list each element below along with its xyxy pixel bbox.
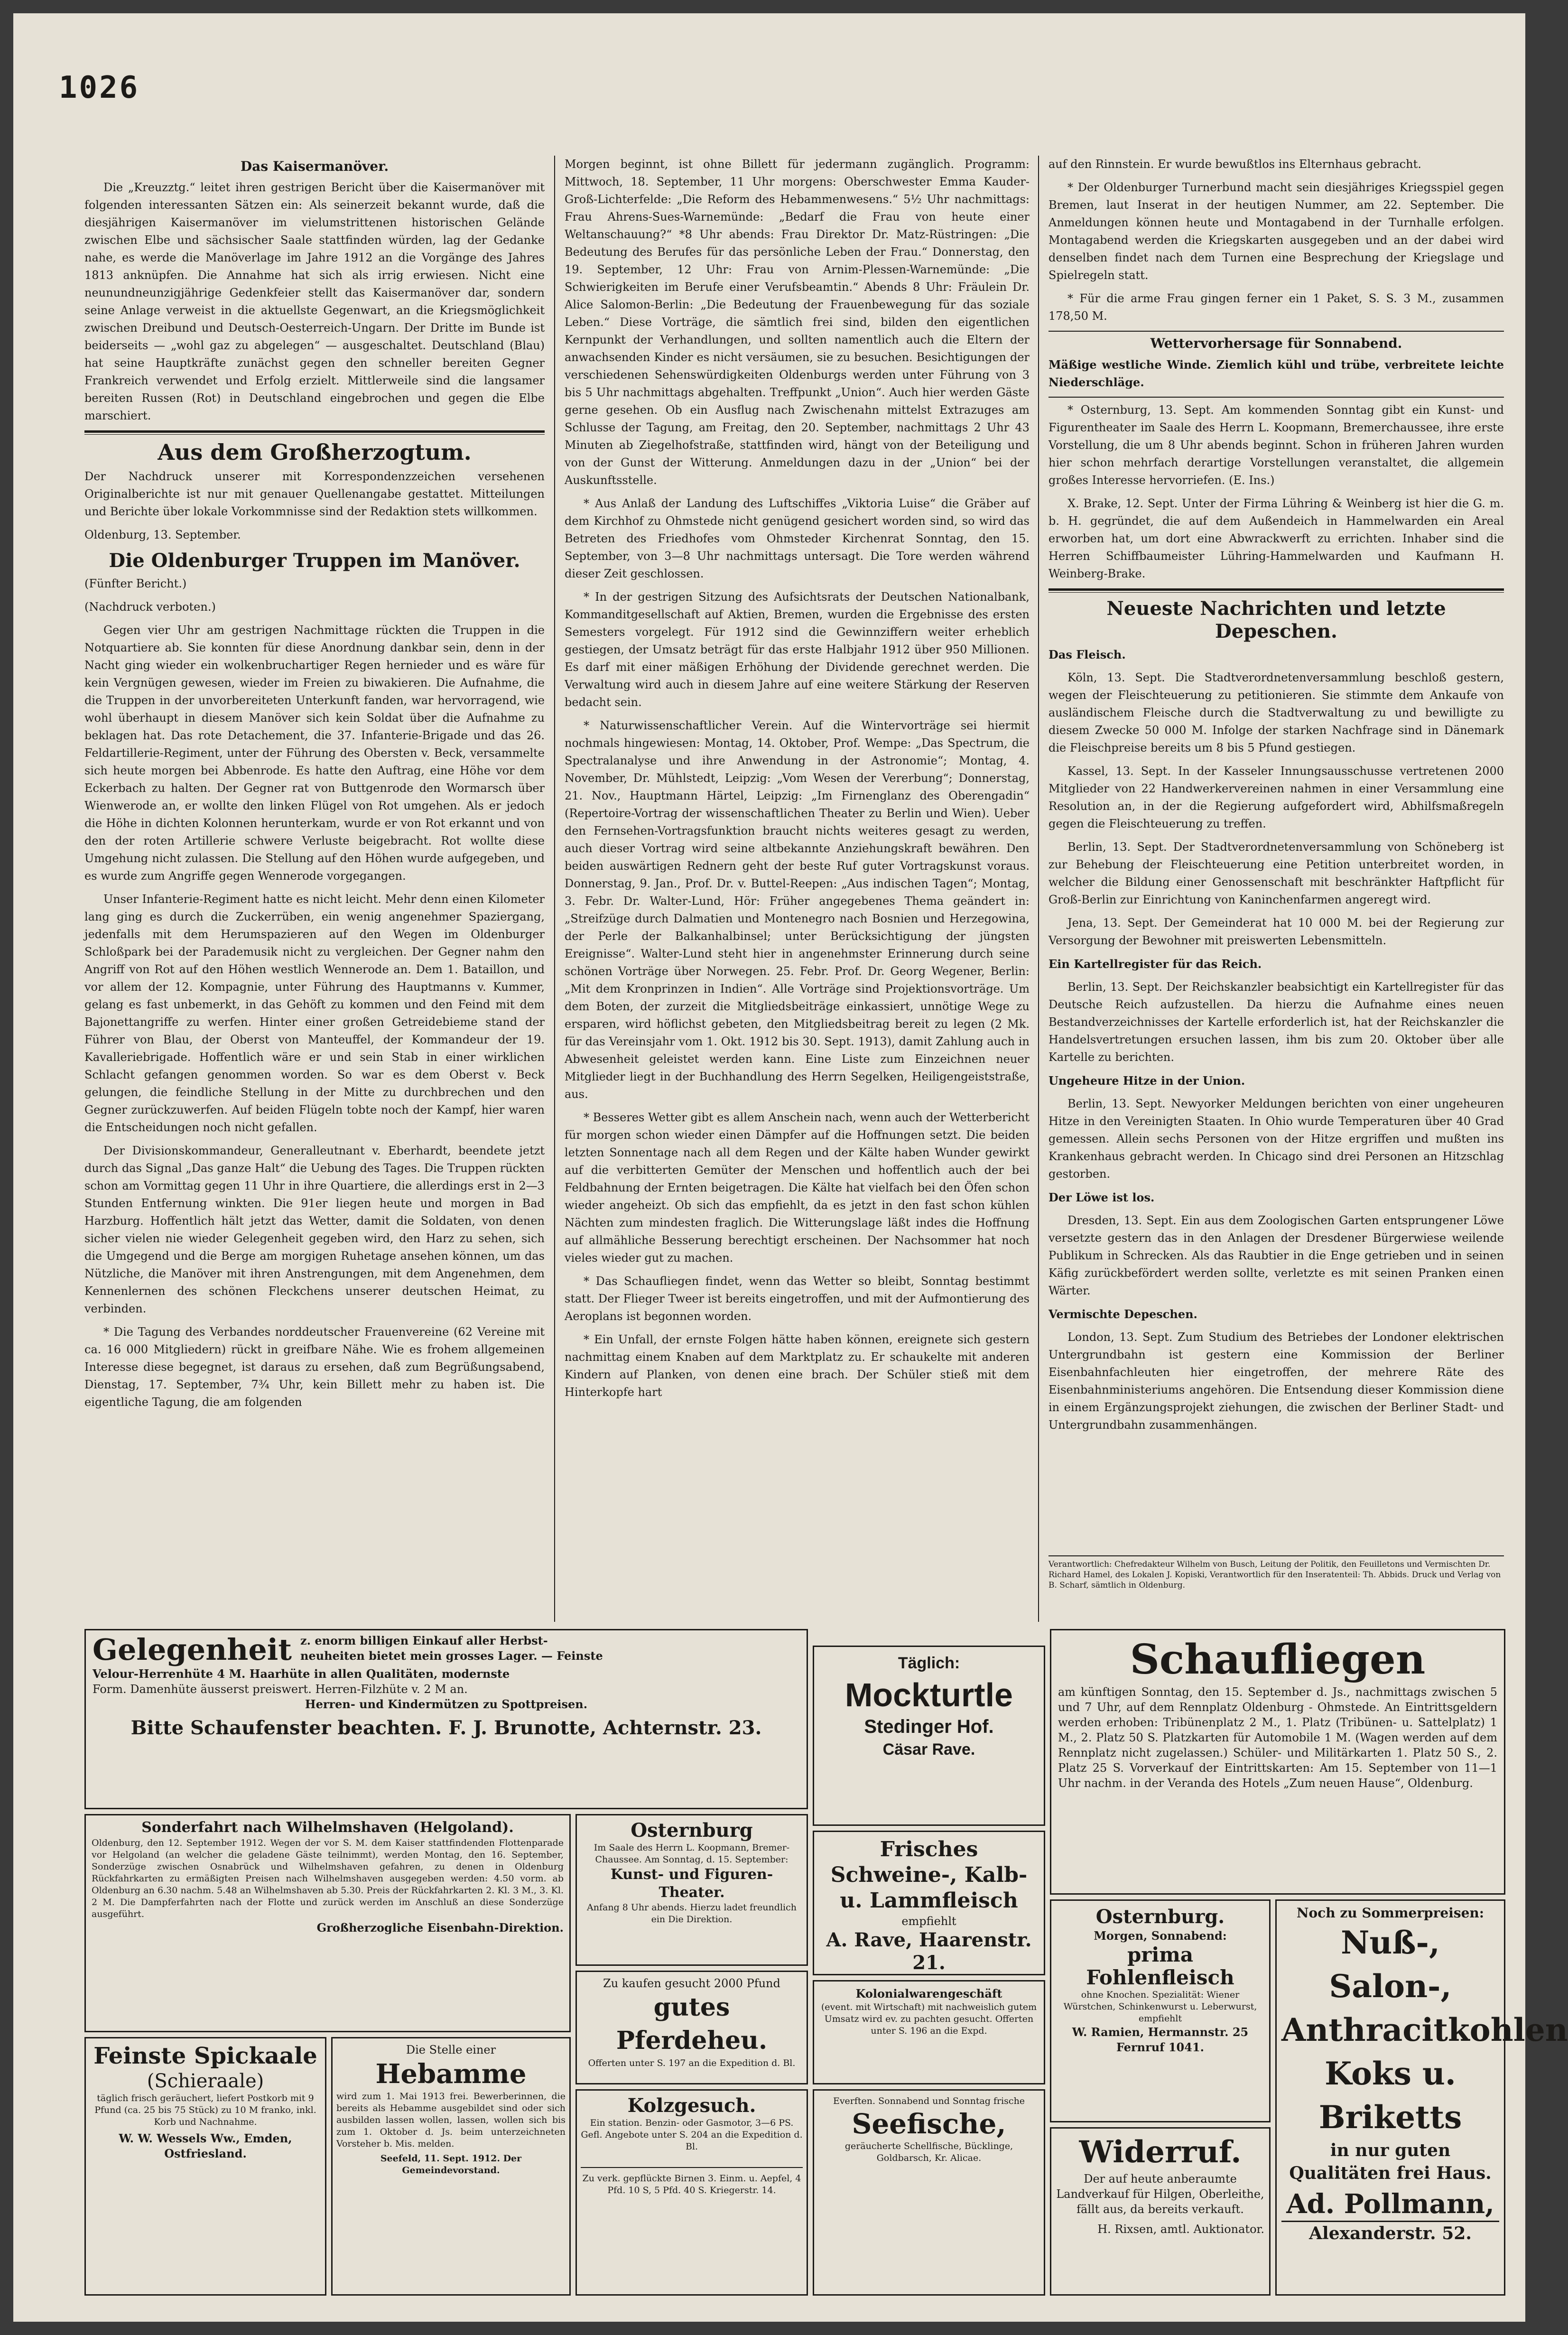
- ad-headline: gutes Pferdeheu.: [616, 1993, 768, 2055]
- ad-text: Die Stelle einer: [406, 2043, 496, 2056]
- ad-pferdeheu: [575, 1971, 808, 2084]
- article-body: * Für die arme Frau gingen ferner ein 1 Paket, S. S. 3 M., zusammen 178,50 M.: [1048, 292, 1504, 323]
- ad-mockturtle: [813, 1646, 1045, 1826]
- article-body: Gegen vier Uhr am gestrigen Nachmittage rückten die Truppen in die Notquartiere ab. Sie konnten für diese Anordnung dankbar sein, denn in der Nacht ging wieder ein wolkenbruchartiger Regen hernieder und es wäre für kein Vergnügen gewesen, wieder im Freien zu biwakieren. Die Aufnahme, die die Truppen in der unvorbereiteten Unterkunft fanden, war hervorragend, wie wohl überhaupt in diesem Manöver sich kein Soldat über die Aufnahme zu beklagen hat. Das rote Detachement, die 37. Infanterie-Brigade und das 26. Feldartillerie-Regiment, unter der Führung des Obersten v. Beck, versammelte sich heute morgen bei Abbenrode. Es hatte den Auftrag, eine Höhe vor dem Eckerbach zu halten. Der Gegner rat von Buttgenrode den Wormarsch über Wienwerode an, er wollte den linken Flügel von Rot umgehen. Als er jedoch die Höhe in dichten Kolonnen herunterkam, wurde er von Rot erkannt und von den der roten Artillerie schwere Verluste beigebracht. Rot wollte diese Umgehung nicht zulassen. Die Stellung auf den Höhen wurde aufgegeben, und es wurde zum Angriffe gegen Wennerode vorgegangen.: [84, 623, 545, 883]
- weather-forecast: Mäßige westliche Winde. Ziemlich kühl und trübe, verbreitete leichte Niederschläge.: [1048, 358, 1504, 389]
- column-1: [84, 156, 545, 1622]
- ad-text: Herren- und Kindermützen zu Spottpreisen.: [305, 1697, 588, 1711]
- article-body: auf den Rinnstein. Er wurde bewußtlos ins Elternhaus gebracht.: [1048, 158, 1421, 171]
- ad-kolonialwaren: [813, 1980, 1045, 2084]
- article-body: * Aus Anlaß der Landung des Luftschiffes „Viktoria Luise“ die Gräber auf dem Kirchhof zu Ohmstede nicht genügend gesichert worden sind, so wird das Betreten des Friedhofes vom Ohmsteder Kirchenrat Sonntag, den 15. September, von 3—8 Uhr nachmittags untersagt. Die Tore werden während dieser Zeit geschlossen.: [565, 497, 1030, 580]
- ad-headline: Seefische,: [852, 2108, 1006, 2140]
- article-subtitle: (Fünfter Bericht.): [84, 577, 187, 590]
- page-number: 1026: [59, 70, 140, 105]
- divider: [1048, 397, 1504, 398]
- ad-text: Offerten unter S. 197 an die Expedition d. Bl.: [588, 2058, 796, 2068]
- ad-signature: Großherzogliche Eisenbahn-Direktion.: [316, 1921, 564, 1935]
- article-body: X. Brake, 12. Sept. Unter der Firma Lühring & Weinberg ist hier die G. m. b. H. gegründet, die auf dem Außendeich in Hammelwarden ein Areal erworben hat, um dort eine Abwrackwerft zu errichten. Inhaber sind die Herren Schiffbaumeister Lühring-Hammelwarden und Kaufmann H. Weinberg-Brake.: [1048, 497, 1504, 580]
- dispatch: Kassel, 13. Sept. In der Kasseler Innungsausschusse vertretenen 2000 Mitglieder von 22 Handwerkervereinen nahmen in einer Versammlung eine Resolution an, in der die Regierung aufgefordert wird, Abhilfsmaßregeln gegen die Fleischteuerung zu treffen.: [1048, 764, 1504, 830]
- ad-brunotte: [84, 1629, 808, 1809]
- dateline: Oldenburg, 13. September.: [84, 528, 241, 541]
- dispatch: Berlin, 13. Sept. Der Stadtverordnetenversammlung von Schöneberg ist zur Behebung der Fleischteuerung eine Petition unterbreitet worden, in welcher die Bildung einer Genossenschaft mit beschränkter Haftpflicht für Groß-Berlin zur Einrichtung von Kaninchenfarmen angeregt wird.: [1048, 840, 1504, 906]
- dispatch: Köln, 13. Sept. Die Stadtverordnetenversammlung beschloß gestern, wegen der Fleischteuerung zu petitionieren. Sie stimmte dem Ankaufe von ausländischem Fleische durch die Stadtverwaltung zu und bewilligte zu diesem Zwecke 50 000 M. Infolge der starken Nachfrage sind in Dänemark die Fleischpreise bereits um 8 bis 5 Pfund gestiegen.: [1048, 671, 1504, 754]
- ad-text: (event. mit Wirtschaft) mit nachweislich gutem Umsatz wird ev. zu pachten gesucht. Offerten unter S. 196 an die Expd.: [821, 2002, 1037, 2036]
- section-divider: [1048, 588, 1504, 593]
- dispatch: Berlin, 13. Sept. Newyorker Meldungen berichten von einer ungeheuren Hitze in den Vereinigten Staaten. In Ohio wurde Temperaturen über 40 Grad gemessen. Allein sechs Personen von der Hitze ergriffen und mußten ins Krankenhaus gebracht werden. In Chicago sind drei Personen an Hitzschlag gestorben.: [1048, 1097, 1504, 1181]
- ad-text: neuheiten bietet mein grosses Lager. — Feinste: [300, 1649, 603, 1663]
- ad-headline: Feinste Spickaale: [93, 2043, 317, 2069]
- article-body: * Ein Unfall, der ernste Folgen hätte haben können, ereignete sich gestern nachmittag einem Knaben auf dem Marktplatz zu. Er schaukelte mit anderen Kindern auf Planken, von denen eine brach. Der Schüler stieß mit dem Hinterkopfe hart: [565, 1333, 1030, 1399]
- ad-signature: W. W. Wessels Ww., Emden, Ostfriesland.: [119, 2131, 292, 2160]
- ad-text: geräucherte Schellfische, Bücklinge, Goldbarsch, Kr. Alicae.: [844, 2141, 1013, 2163]
- ad-text: Zu kaufen gesucht 2000 Pfund: [603, 1977, 780, 1990]
- ad-text: Noch zu Sommerpreisen:: [1296, 1905, 1484, 1921]
- ad-text: Form. Damenhüte äusserst preiswert. Herren-Filzhüte v. 2 M an.: [93, 1683, 468, 1696]
- ad-headline: Widerruf.: [1079, 2134, 1242, 2170]
- article-body: * Osternburg, 13. Sept. Am kommenden Sonntag gibt ein Kunst- und Figurentheater im Saale des Herrn L. Koopmann, Bremerchaussee, ihre erste Vorstellung, die um 8 Uhr abends beginnt. Schon in früheren Jahren wurden hier schon mehrfach derartige Vorstellungen veranstaltet, die allgemein großes Interesse hervorriefen. (E. Ins.): [1048, 403, 1504, 487]
- dispatch: Berlin, 13. Sept. Der Reichskanzler beabsichtigt ein Kartellregister für das Deutsche Reich aufzustellen. Da hierzu die Aufnahme eines neuen Bestandverzeichnisses der Kartelle erforderlich ist, hat der Reichskanzler die Handelsvertretungen ersuchen lassen, ihm bis zum 20. Oktober über alle Kartelle zu berichten.: [1048, 980, 1504, 1064]
- section-title-grossherzogtum: Aus dem Großherzogtum.: [158, 439, 472, 465]
- dispatch: Dresden, 13. Sept. Ein aus dem Zoologischen Garten entsprungener Löwe versetzte gestern das in den Anlagen der Dresdener Bürgerwiese weilende Publikum in Schrecken. Als das Raubtier in die Enge getrieben und in seinen Käfig zurückbefördert werden sollte, verletzte es mit seinen Pranken einen Wärter.: [1048, 1214, 1504, 1297]
- reprint-notice: Der Nachdruck unserer mit Korrespondenzzeichen versehenen Originalberichte ist nur mit genauer Quellenangabe gestattet. Mitteilungen und Berichte über lokale Vorkommnisse sind der Redaktion stets willkommen.: [84, 470, 545, 518]
- ad-text: Täglich:: [898, 1654, 960, 1672]
- ad-text: Im Saale des Herrn L. Koopmann, Bremer-Chaussee. Am Sonntag, d. 15. September:: [594, 1842, 790, 1865]
- ad-headline: Osternburg.: [1095, 1906, 1225, 1928]
- ad-headline: Hebamme: [375, 2058, 527, 2090]
- ad-footer: Bitte Schaufenster beachten. F. J. Brunotte, Achternstr. 23.: [130, 1717, 762, 1739]
- divider: [1048, 331, 1504, 332]
- ad-text: Anfang 8 Uhr abends. Hierzu ladet freundlich ein Die Direktion.: [587, 1902, 797, 1925]
- ad-text: Oldenburg, den 12. September 1912. Wegen der vor S. M. dem Kaiser stattfindenden Flottenparade vor Helgoland (an welcher die geladene Gäste teilnimmt), werden Montag, den 16. September, Sonderzüge zwischen Osnabrück und Wilhelmshaven gefahren, zu denen in Oldenburg Rückfahrkarten zu ermäßigten Preisen nach Wilhelmshaven ausgegeben werden: 4.50 vorm. ab Oldenburg an 6.30 nachm. 5.48 an Wilhelmshaven ab 5.30. Preis der Rückfahrkarten 2. Kl. 3 M., 3. Kl. 2 M. Die Dampferfahrten nach der Flotte und zurück werden im Anschluß an diese Sonderzüge ausgeführt.: [92, 1838, 564, 1919]
- dispatch: London, 13. Sept. Zum Studium des Betriebes der Londoner elektrischen Untergrundbahn ist gestern eine Kommission der Berliner Eisenbahnfachleuten hier eingetroffen, der mehrere Räte des Eisenbahnministeriums angehören. Die Entsendung dieser Kommission diene in einem Ergänzungsprojekt ziehungen, die zwischen der Berliner Stadt- und Untergrundbahn zusammenhängen.: [1048, 1330, 1504, 1432]
- ad-sonderfahrt: [84, 1814, 571, 2032]
- article-body: Die „Kreuzztg.“ leitet ihren gestrigen Bericht über die Kaisermanöver mit folgenden interessanten Sätzen ein: Als seinerzeit bekannt wurde, daß die diesjährigen Kaisermanöver im vielumstrittenen historischen Gelände zwischen Elbe und sächsischer Saale stattfinden würden, lag der Gedanke nahe, es werde die Manöverlage im Jahre 1912 an die Vorgänge des Jahres 1813 anknüpfen. Die Annahme hat sich als irrig erwiesen. Nicht eine neunundneunzigjährige Gedenkfeier stellt das Kaisermanöver dar, sondern seine Anlage verweist in die aktuellste Gegenwart, an die Kriegsmöglichkeit zwischen Dreibund und Deutsch-Oesterreich-Ungarn. Der Dritte im Bunde ist beiderseits — „wohl gaz zu abgelegen“ — ausgeschaltet. Deutschland (Blau) hat seine Hauptkräfte zunächst gegen den schneller bereiten Gegner Frankreich verwendet und Erfolg erzielt. Mittlerweile sind die langsamer bereiten Russen (Rot) in Deutschland eingebrochen und gegen die Elbe marschiert.: [84, 181, 545, 422]
- ad-signature: Ad. Pollmann,: [1286, 2188, 1494, 2220]
- subhead: Ein Kartellregister für das Reich.: [1048, 957, 1262, 971]
- article-body: * Besseres Wetter gibt es allem Anschein nach, wenn auch der Wetterbericht für morgen schon wieder einen Dämpfer auf die Hoffnungen setzt. Die beiden letzten Sonnentage nach all dem Regen und der Kälte haben Wunder gewirkt auf die verbitterten Gemüter der Menschen und hoffentlich auch der bei Feldbahnung der Ernten beigetragen. Die Kälte hat vielfach bei den Öfen schon wieder angeheizt. Ob sich das empfiehlt, da es jetzt in den fast schon kühlen Nächten zum mindesten fraglich. Die Witterungslage läßt indes die Hoffnung auf allmähliche Besserung berechtigt erscheinen. Der Nachsommer hat noch vieles wieder gut zu machen.: [565, 1111, 1030, 1265]
- ad-signature: H. Rixsen, amtl. Auktionator.: [1097, 2223, 1264, 2236]
- subhead: Vermischte Depeschen.: [1048, 1307, 1197, 1321]
- ad-pollmann-kohlen: [1275, 1899, 1568, 2296]
- ad-text: Everften. Sonnabend und Sonntag frische: [833, 2096, 1025, 2106]
- ad-signature: W. Ramien, Hermannstr. 25 Fernruf 1041.: [1072, 2025, 1249, 2054]
- ad-subtitle: Morgen, Sonnabend:: [1094, 1929, 1227, 1943]
- column-2: [565, 156, 1030, 1622]
- reprint-forbidden: (Nachdruck verboten.): [84, 600, 216, 614]
- ad-headline: Schaufliegen: [1130, 1636, 1426, 1684]
- ad-text: empfiehlt: [901, 1915, 956, 1928]
- ad-address: Alexanderstr. 52.: [1281, 2221, 1499, 2245]
- ad-headline: Osternburg: [631, 1819, 753, 1842]
- article-body: Unser Infanterie-Regiment hatte es nicht leicht. Mehr denn einen Kilometer lang ging es durch die Zuckerrüben, ein wenig angenehmer Spaziergang, jedenfalls mit dem Herumspazieren auf den Wegen im Oldenburger Schloßpark bei der Parademusik nicht zu vergleichen. Der Gegner nahm den Angriff von Rot auf den Höhen westlich Wennerode an. Dem 1. Bataillon, und vor allem der 12. Kompagnie, unter Führung des Hauptmanns v. Kummer, gelang es fast unbemerkt, in das Gehöft zu kommen und den Feind mit dem Bajonettangriffe zu werfen. Hinter einer großen Getreidebiemе stand der Führer von Blau, der Oberst von Manteuffel, der Kommandeur der 19. Kavalleriebrigade. Hoffentlich wäre er und sein Stab in einer wirklichen Schlacht gefangen genommen worden. So war es dem Oberst v. Beck gelungen, die feindliche Stellung in der Mitte zu durchbrechen und den Gegner zurückzuwerfen. Auf beiden Flügeln tobte noch der Kampf, hier waren die Entscheidungen noch nicht gefallen.: [84, 893, 545, 1134]
- subhead: Der Löwe ist los.: [1048, 1191, 1155, 1204]
- ad-signature: Cäsar Rave.: [882, 1740, 975, 1758]
- weather-title: Wettervorhersage für Sonnabend.: [1150, 335, 1402, 351]
- subhead: Das Fleisch.: [1048, 648, 1126, 661]
- ad-spickaale: [84, 2037, 326, 2296]
- ad-text: z. enorm billigen Einkauf aller Herbst-: [300, 1634, 548, 1647]
- ad-seefische: [813, 2089, 1045, 2296]
- column-3: [1048, 156, 1504, 1551]
- ad-text: Zu verk. gepflückte Birnen 3. Einm. u. Aepfel, 4 Pfd. 10 S, 5 Pfd. 40 S. Kriegerstr. 14.: [581, 2167, 803, 2196]
- ad-headline: Gelegenheit: [93, 1632, 292, 1667]
- ad-subheadline: Stedinger Hof.: [864, 1716, 994, 1737]
- ad-hebamme: [331, 2037, 571, 2296]
- ad-text: täglich frisch geräuchert, liefert Postkorb mit 9 Pfund (ca. 25 bis 75 Stück) zu 10 M franko, inkl. Korb und Nachnahme.: [94, 2093, 316, 2127]
- newspaper-page: [13, 13, 1568, 2322]
- ad-osternburg-theater: [575, 1814, 808, 1966]
- dispatch: Jena, 13. Sept. Der Gemeinderat hat 10 000 M. bei der Regierung zur Versorgung der Bewohner mit preiswerten Lebensmitteln.: [1048, 916, 1504, 947]
- ad-text: Ein station. Benzin- oder Gasmotor, 3—6 PS. Gefl. Angebote unter S. 204 an die Expedition d. Bl.: [581, 2118, 803, 2152]
- article-body: Der Divisionskommandeur, Generalleutnant v. Eberhardt, beendete jetzt durch das Signal „Das ganze Halt“ die Uebung des Tages. Die Truppen rückten schon am Vormittag gegen 11 Uhr in ihre Quartiere, die allerdings erst in 2—3 Stunden Entfernung winkten. Die 91er liegen heute und morgen in Bad Harzburg. Hoffentlich hält jetzt das Wetter, damit die Soldaten, von denen sicher vielen nie wieder Gelegenheit gegeben wird, den Harz zu sehen, sich die Umgegend und die Berge am morgigen Ruhetage ansehen können, um das Nützliche, die Manöver mit ihren Anstrengungen, mit dem Angenehmen, dem Kennenlernen des schönen Fleckchens unserer deutschen Heimat, zu verbinden.: [84, 1144, 545, 1315]
- ad-subheadline: prima Fohlenfleisch: [1086, 1943, 1234, 1989]
- ad-headline: Mockturtle: [845, 1676, 1013, 1713]
- ad-headline: Nuß-, Salon-, Anthracitkohlen Koks u. Briketts: [1281, 1924, 1568, 2136]
- news-section-title: Neueste Nachrichten und letzte Depeschen.: [1106, 597, 1446, 642]
- ad-headline: Frisches Schweine-, Kalb- u. Lammfleisch: [830, 1837, 1028, 1913]
- column-rule: [554, 156, 555, 1622]
- ad-subtitle: (Schieraale): [147, 2070, 264, 2092]
- article-body: * Das Schaufliegen findet, wenn das Wetter so bleibt, Sonntag bestimmt statt. Der Flieger Tweer ist bereits eingetroffen, und mit der Aufmontierung des Aeroplans ist begonnen worden.: [565, 1274, 1030, 1323]
- article-body: Morgen beginnt, ist ohne Billett für jedermann zugänglich. Programm: Mittwoch, 18. September, 11 Uhr morgens: Oberschwester Emma Kauder-Groß-Lichterfelde: „Die Reform des Hebammenwesens.“ 5½ Uhr nachmittags: Frau Ahrens-Sues-Warnemünde: „Bedarf die Frau von heute einer Weltanschauung?“ *8 Uhr abends: Frau Direktor Dr. Matz-Rüstringen: „Die Bedeutung des Berufes für das persönliche Leben der Frau.“ Donnerstag, den 19. September, 12 Uhr: Frau von Arnim-Plessen-Warnemünde: „Die Schwierigkeiten im Berufe einer Verufsbeamtin.“ Abends 8 Uhr: Fräulein Dr. Alice Salomon-Berlin: „Die Bedeutung der Frauenbewegung für das soziale Leben.“ Diese Vorträge, die sämtlich frei sind, bilden den eigentlichen Kernpunkt der Verhandlungen, und sollten namentlich auch die Eltern der anwachsenden Kinder es nicht versäumen, sie zu besuchen. Besichtigungen der verschiedenen Sehenswürdigkeiten Oldenburgs werden unter Führung von 3 bis 5 Uhr nachmittags abgehalten. Treffpunkt „Union“. Auch hier werden Gäste gerne gesehen. Ob ein Ausflug nach Zwischenahn mittelst Extrazuges am Schlusse der Tagung, am Freitag, den 20. September, nachmittags 2 Uhr 43 Minuten ab Ziegelhofstraße, stattfinden wird, hängt von der Beteiligung und von der Gunst der Witterung. Anmeldungen dazu in der „Union“ bei der Auskunftsstelle.: [565, 158, 1030, 487]
- article-title-kaisermanoever: Das Kaisermanöver.: [240, 158, 389, 174]
- ad-widerruf: [1050, 2127, 1271, 2296]
- article-title-truppen: Die Oldenburger Truppen im Manöver.: [109, 549, 520, 572]
- ad-text: Velour-Herrenhüte 4 M. Haarhüte in allen Qualitäten, modernste: [93, 1667, 510, 1681]
- ad-text: in nur guten Qualitäten frei Haus.: [1289, 2140, 1492, 2183]
- ad-headline: Kolonialwarengeschäft: [855, 1987, 1002, 2000]
- ad-headline: Kolzgesuch.: [627, 2094, 756, 2117]
- ad-subheadline: Kunst- und Figuren-Theater.: [610, 1866, 773, 1901]
- article-body: * In der gestrigen Sitzung des Aufsichtsrats der Deutschen Nationalbank, Kommanditgesellschaft auf Aktien, Bremen, wurden die Ergebnisse des ersten Semesters vorgelegt. Für 1912 sind die Gewinnziffern weiter erheblich gestiegen, der Umsatz beträgt für das erste Halbjahr 1912 über 950 Millionen. Es darf mit einer mäßigen Erhöhung der Dividende gerechnet werden. Die Verwaltung wird auch in diesem Jahre auf eine weitere Stärkung der Reserven bedacht sein.: [565, 590, 1030, 709]
- ad-signature: A. Rave, Haarenstr. 21.: [826, 1929, 1032, 1974]
- article-body: * Die Tagung des Verbandes norddeutscher Frauenvereine (62 Vereine mit ca. 16 000 Mitgliedern) rückt in greifbare Nähe. Wie es frohem allgemeinen Interesse diese begegnet, ist daraus zu ersehen, daß zum Begrüßungsabend, Dienstag, 17. September, 7¾ Uhr, kein Billett mehr zu haben ist. Die eigentliche Tagung, die am folgenden: [84, 1325, 545, 1409]
- ad-text: Der auf heute anberaumte Landverkauf für Hilgen, Oberleithe, fällt aus, da bereits verkauft.: [1056, 2172, 1264, 2216]
- ad-headline: Sonderfahrt nach Wilhelmshaven (Helgoland).: [141, 1819, 514, 1836]
- column-rule: [1038, 156, 1039, 1622]
- ad-signature: Seefeld, 11. Sept. 1912. Der Gemeindevorstand.: [380, 2153, 522, 2176]
- article-body: * Naturwissenschaftlicher Verein. Auf die Wintervorträge sei hiermit nochmals hingewiesen: Montag, 14. Oktober, Prof. Wempe: „Das Spectrum, die Spectralanalyse und ihre Anwendung in der Astronomie“; Montag, 4. November, Dr. Mühlstedt, Leipzig: „Vom Wesen der Vererbung“; Donnerstag, 21. Nov., Hauptmann Härtel, Leipzig: „Im Firnenglanz des Oberengadin“ (Repertoire-Vortrag der wissenschaftlichen Theater zu Berlin und Wien). Ueber den Fernsehen-Vortragsfunktion braucht nichts weiteres gesagt zu werden, auch dieser Vortrag wird seine altbekannte Anziehungskraft bewähren. Den beiden auswärtigen Rednern geht der beste Ruf guter Vortragskunst voraus. Donnerstag, 9. Jan., Prof. Dr. v. Buttel-Reepen: „Aus indischen Tagen“; Montag, 3. Febr. Dr. Walter-Lund, Hör: Früher angegebenes Thema geändert in: „Streifzüge durch Dalmatien und Montenegro nach Bosnien und Herzegowina, der Perle der Balkanhalbinsel; unter Berücksichtigung der jüngsten Ereignisse“. Walter-Lund steht hier in angenehmster Erinnerung durch seine schönen Vorträge über Norwegen. 25. Febr. Prof. Dr. Georg Wegener, Berlin: „Mit dem Kronprinzen in Indien“. Alle Vorträge sind Projektionsvorträge. Um dem Boten, der zurzeit die Mitgliedsbeiträge einkassiert, unnötige Wege zu ersparen, wird höflichst gebeten, den Mitgliedsbeitrag bereit zu legen (2 Mk. für das Vereinsjahr vom 1. Okt. 1912 bis 30. Sept. 1913), damit Zahlung auch in Abwesenheit geleistet werden kann. Eine Liste zum Einzeichnen neuer Mitglieder liegt in der Buchhandlung des Herrn Segelken, Heiligengeiststraße, aus.: [565, 719, 1030, 1101]
- ad-fohlenfleisch: [1050, 1899, 1271, 2122]
- ad-schaufliegen: [1050, 1629, 1505, 1895]
- ad-text: ohne Knochen. Spezialität: Wiener Würstchen, Schinkenwurst u. Leberwurst, empfiehlt: [1063, 1990, 1257, 2024]
- ad-text: wird zum 1. Mai 1913 frei. Bewerberinnen, die bereits als Hebamme ausgebildet sind oder sich ausbilden lassen wollen, lassen, wollen sich bis zum 1. Oktober d. Js. beim unterzeichneten Vorsteher b. Mis. melden.: [336, 2091, 566, 2149]
- ad-text: am künftigen Sonntag, den 15. September d. Js., nachmittags zwischen 5 und 7 Uhr, auf dem Rennplatz Oldenburg - Ohmstede. An Eintrittsgeldern werden erhoben: Tribünenplatz 2 M., 1. Platz (Tribünen- u. Sattelplatz) 1 M., 2. Platz 50 S. Platzkarten für Automobile 1 M. (Wagen werden auf dem Rennplatz nicht zugelassen.) Schüler- und Militärkarten 1. Platz 50 S., 2. Platz 25 S. Vorverkauf der Eintrittskarten: Am 15. September von 11—1 Uhr nachm. in der Veranda des Hotels „Zum neuen Hause“, Oldenburg.: [1058, 1685, 1497, 1790]
- subhead: Ungeheure Hitze in der Union.: [1048, 1074, 1245, 1088]
- ad-rave-fleisch: [813, 1831, 1045, 1975]
- article-body: * Der Oldenburger Turnerbund macht sein diesjähriges Kriegsspiel gegen Bremen, laut Inserat in der heutigen Nummer, am 22. September. Die Anmeldungen können heute und Montagabend in der Turnhalle erfolgen. Montagabend werden die Kriegskarten ausgegeben und an der dabei wird denselben findet nach dem Turnen eine Besprechung der Kriegslage und Spielregeln statt.: [1048, 181, 1504, 282]
- imprint: Verantwortlich: Chefredakteur Wilhelm von Busch, Leitung der Politik, den Feuilletons und Vermischten Dr. Richard Hamel, des Lokalen J. Kopiski, Verantwortlich für den Inseratenteil: Th. Abbids. Druck und Verlag von B. Scharf, sämtlich in Oldenburg.: [1048, 1555, 1504, 1621]
- ad-kolzgesuch: [575, 2089, 808, 2296]
- section-divider: [84, 430, 545, 435]
